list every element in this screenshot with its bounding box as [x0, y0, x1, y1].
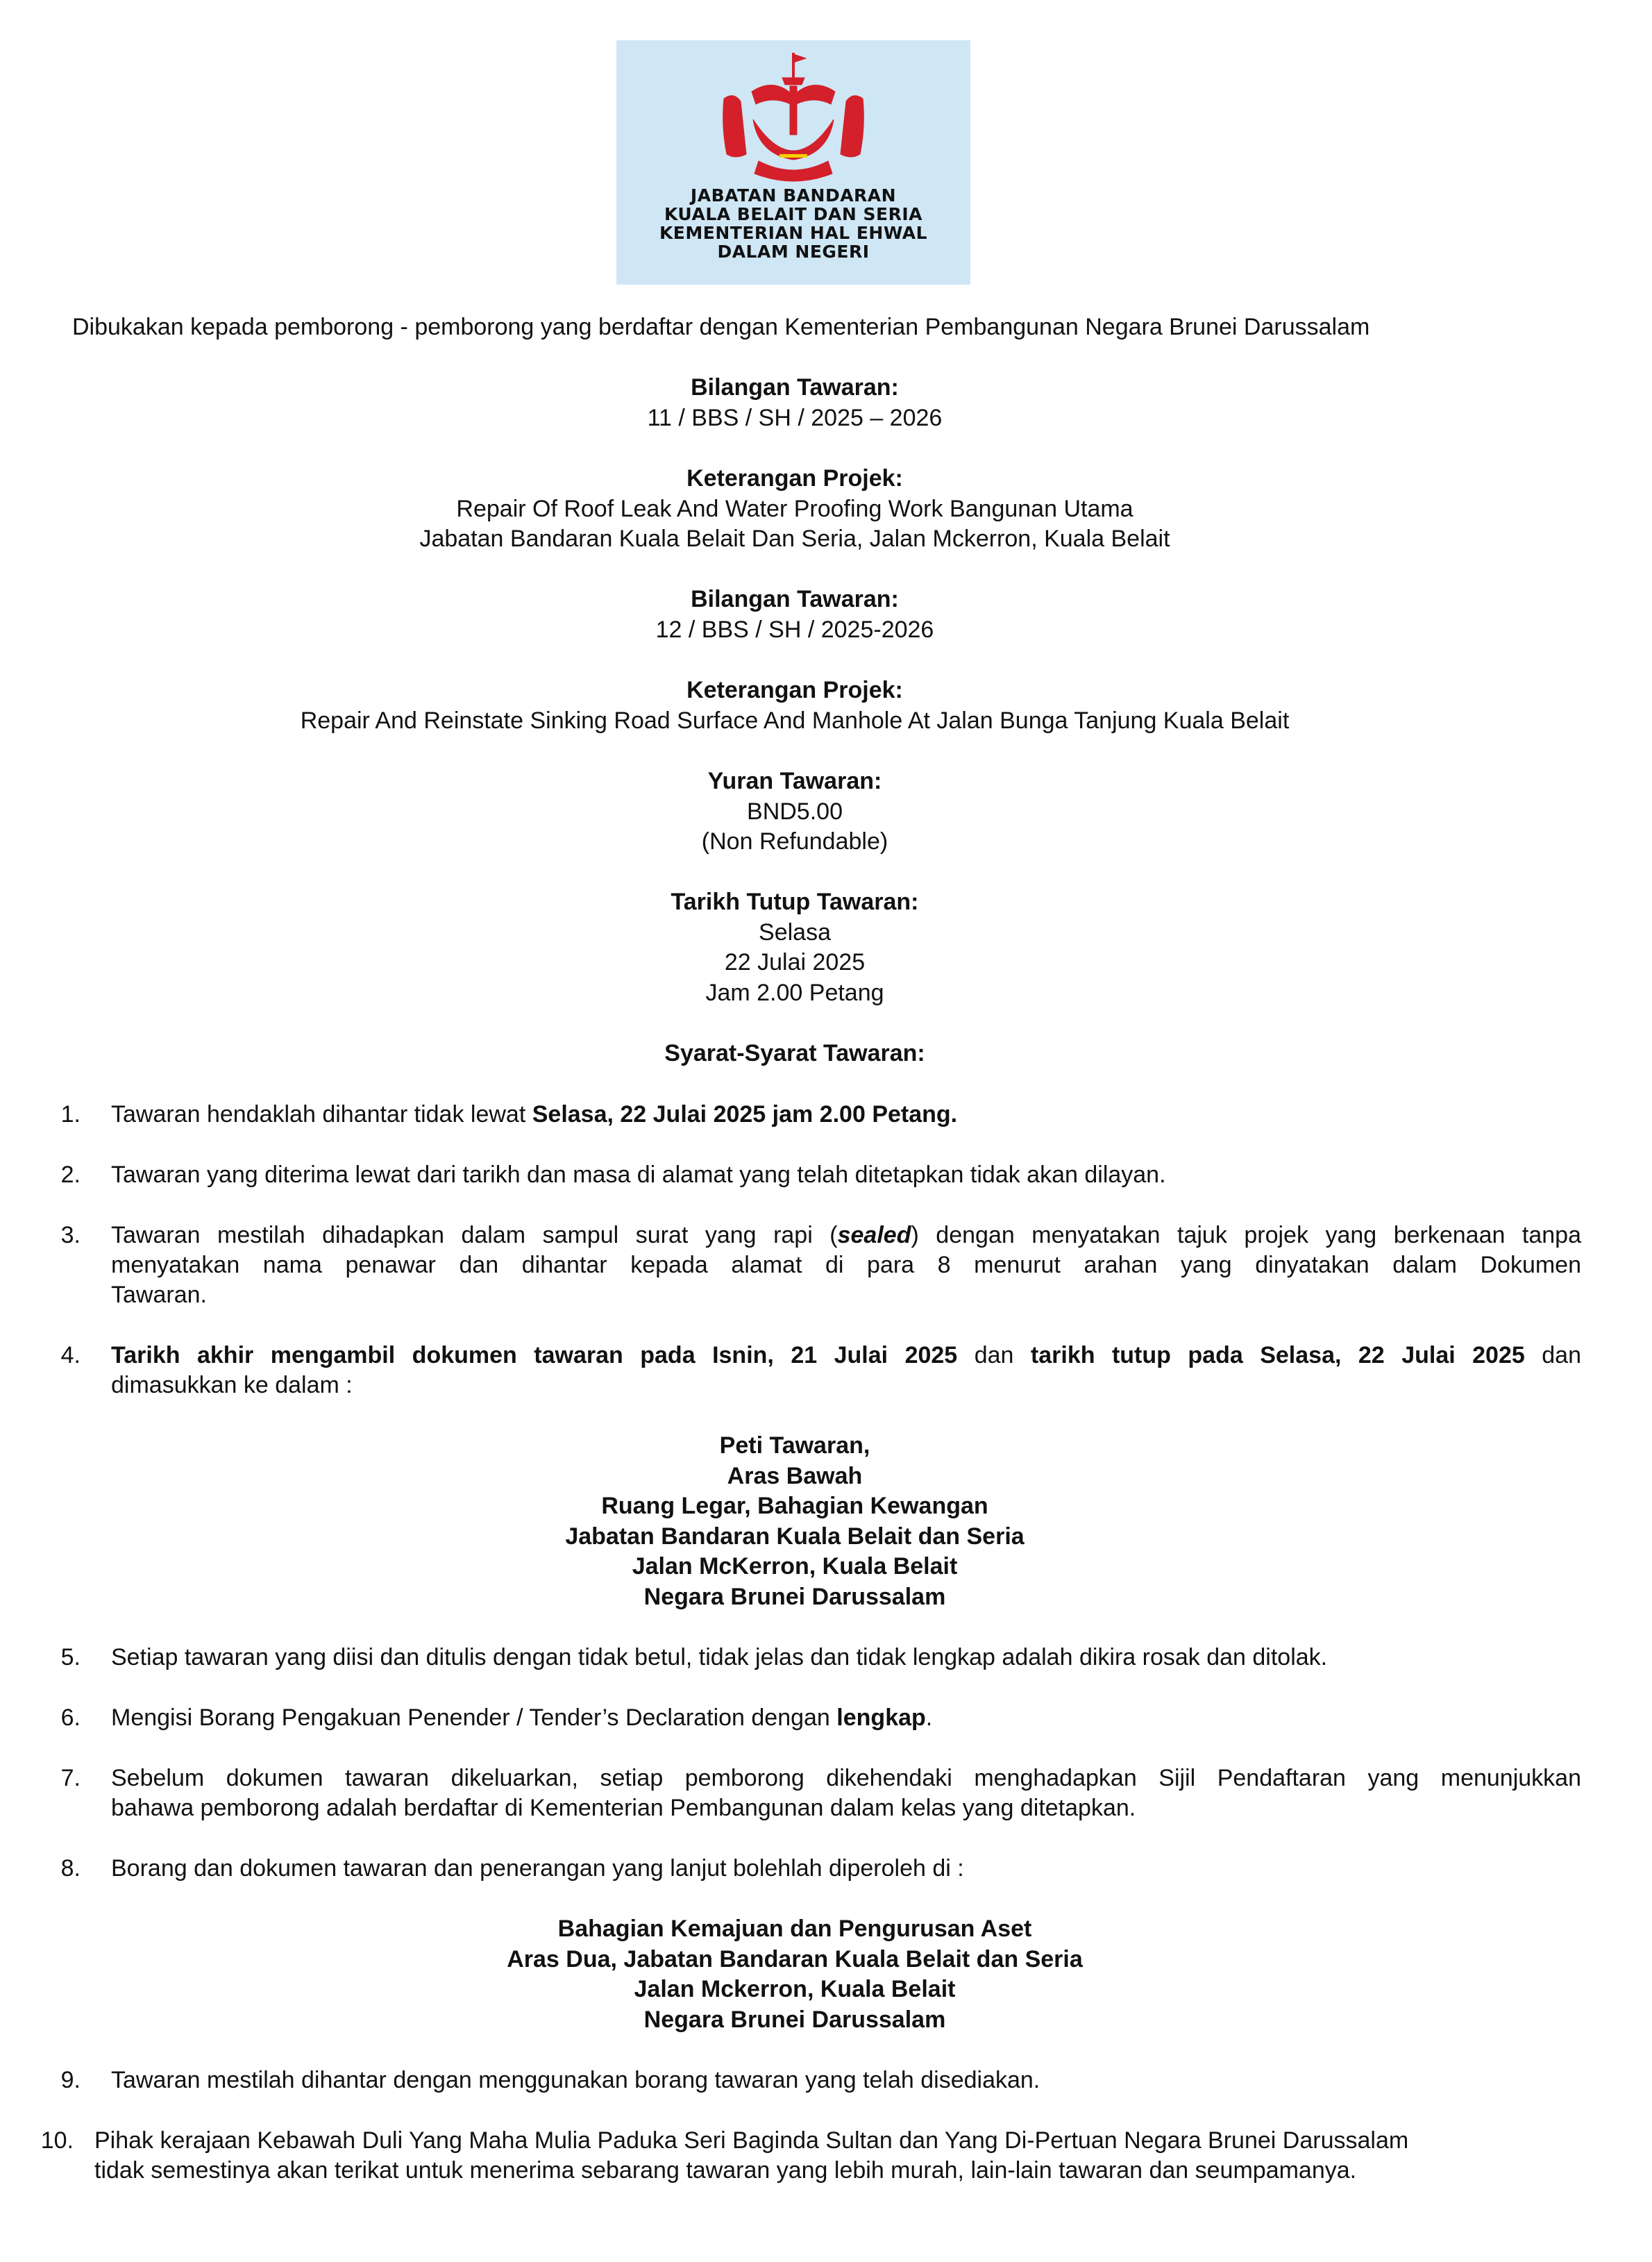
condition-text-bold: lengkap: [836, 1704, 926, 1731]
brunei-crest-icon: [710, 50, 877, 189]
condition-3-line1: [111, 1222, 1581, 1249]
condition-text-bold: tarikh tutup pada Selasa, 22 Julai 2025: [1030, 1342, 1525, 1368]
tender2-desc-label: Keterangan Projek:: [686, 677, 903, 703]
condition-10-line2: tidak semestinya akan terikat untuk menerima sebarang tawaran yang lebih murah, lain-lain tawaran dan seumpamanya.: [94, 2157, 1357, 2184]
closing-day: Selasa: [759, 919, 831, 946]
condition-text: Tawaran hendaklah dihantar tidak lewat: [111, 1101, 532, 1128]
condition-8: Borang dan dokumen tawaran dan penerangan yang lanjut bolehlah diperoleh di :: [111, 1855, 964, 1882]
tender1-desc-line: Jabatan Bandaran Kuala Belait Dan Seria, Jalan Mckerron, Kuala Belait: [419, 526, 1170, 552]
department-logo: [616, 40, 970, 285]
address2-line: Bahagian Kemajuan dan Pengurusan Aset: [557, 1916, 1032, 1942]
address1-line: Ruang Legar, Bahagian Kewangan: [601, 1493, 988, 1519]
condition-text: Mengisi Borang Pengakuan Penender / Tender’s Declaration dengan: [111, 1704, 837, 1731]
address1-line: Aras Bawah: [727, 1463, 863, 1489]
logo-line: DALAM NEGERI: [717, 242, 870, 262]
fee-amount: BND5.00: [747, 798, 843, 825]
condition-text-bold: Selasa, 22 Julai 2025 jam 2.00 Petang.: [532, 1101, 958, 1128]
condition-text: Tawaran mestilah dihadapkan dalam sampul surat yang rapi (: [111, 1222, 838, 1248]
condition-10-line1: Pihak kerajaan Kebawah Duli Yang Maha Mulia Paduka Seri Baginda Sultan dan Yang Di-Pertuan Negara Brunei Darussalam: [94, 2127, 1409, 2154]
tender1-desc-line: Repair Of Roof Leak And Water Proofing Work Bangunan Utama: [456, 496, 1133, 522]
address1-line: Jalan McKerron, Kuala Belait: [632, 1553, 958, 1580]
condition-number: 6.: [60, 1704, 81, 1731]
condition-1: [111, 1101, 957, 1128]
address2-line: Jalan Mckerron, Kuala Belait: [634, 1976, 956, 2002]
condition-number: 2.: [60, 1162, 81, 1188]
condition-number: 5.: [60, 1644, 81, 1670]
condition-text: dan: [1524, 1342, 1581, 1368]
tender2-number: 12 / BBS / SH / 2025-2026: [655, 617, 934, 643]
logo-caption: [616, 186, 970, 261]
conditions-title: Syarat-Syarat Tawaran:: [664, 1040, 925, 1066]
tender1-number-label: Bilangan Tawaran:: [691, 374, 899, 401]
condition-number: 1.: [60, 1101, 81, 1128]
condition-text: ) dengan menyatakan tajuk projek yang berkenaan tanpa: [911, 1222, 1581, 1248]
condition-text-bold: Tarikh akhir mengambil dokumen tawaran pada Isnin, 21 Julai 2025: [111, 1342, 958, 1368]
logo-line: KUALA BELAIT DAN SERIA: [664, 204, 922, 224]
condition-7-line1: Sebelum dokumen tawaran dikeluarkan, setiap pemborong dikehendaki menghadapkan Sijil Pendaftaran yang menunjukkan: [111, 1765, 1581, 1791]
condition-6: [111, 1704, 932, 1732]
condition-number: 3.: [60, 1222, 81, 1248]
address2-line: Negara Brunei Darussalam: [643, 2007, 946, 2033]
tender2-desc-line: Repair And Reinstate Sinking Road Surface And Manhole At Jalan Bunga Tanjung Kuala Belait: [300, 707, 1290, 734]
closing-label: Tarikh Tutup Tawaran:: [671, 889, 919, 915]
condition-number: 7.: [60, 1765, 81, 1791]
closing-time: Jam 2.00 Petang: [705, 980, 884, 1006]
condition-3-line2: menyatakan nama penawar dan dihantar kepada alamat di para 8 menurut arahan yang dinyatakan dalam Dokumen: [111, 1252, 1581, 1278]
tender2-number-label: Bilangan Tawaran:: [691, 586, 899, 612]
condition-number: 9.: [60, 2067, 81, 2093]
logo-line: JABATAN BANDARAN: [690, 185, 897, 206]
condition-4-line1: [111, 1342, 1581, 1369]
condition-9: Tawaran mestilah dihantar dengan menggunakan borang tawaran yang telah disediakan.: [111, 2067, 1040, 2093]
condition-number: 10.: [40, 2127, 74, 2154]
condition-4-line2: dimasukkan ke dalam :: [111, 1372, 353, 1398]
address1-line: Peti Tawaran,: [719, 1432, 870, 1459]
closing-date: 22 Julai 2025: [724, 949, 866, 975]
condition-number: 8.: [60, 1855, 81, 1882]
condition-text-emphasis: sealed: [837, 1222, 911, 1248]
logo-line: KEMENTERIAN HAL EHWAL: [659, 223, 928, 243]
condition-7-line2: bahawa pemborong adalah berdaftar di Kementerian Pembangunan dalam kelas yang ditetapkan.: [111, 1795, 1136, 1821]
condition-2: Tawaran yang diterima lewat dari tarikh dan masa di alamat yang telah ditetapkan tidak akan dilayan.: [111, 1162, 1166, 1188]
condition-text: dan: [957, 1342, 1031, 1368]
tender1-desc-label: Keterangan Projek:: [686, 465, 903, 492]
address1-line: Jabatan Bandaran Kuala Belait dan Seria: [565, 1523, 1025, 1550]
intro-text: Dibukakan kepada pemborong - pemborong yang berdaftar dengan Kementerian Pembangunan Negara Brunei Darussalam: [72, 314, 1370, 340]
condition-text: .: [925, 1704, 933, 1731]
address1-line: Negara Brunei Darussalam: [643, 1584, 946, 1610]
address2-line: Aras Dua, Jabatan Bandaran Kuala Belait dan Seria: [507, 1946, 1083, 1972]
tender1-number: 11 / BBS / SH / 2025 – 2026: [647, 405, 943, 431]
fee-note: (Non Refundable): [701, 828, 888, 855]
condition-5: Setiap tawaran yang diisi dan ditulis dengan tidak betul, tidak jelas dan tidak lengkap adalah dikira rosak dan ditolak.: [111, 1644, 1328, 1670]
condition-3-line3: Tawaran.: [111, 1282, 207, 1308]
fee-label: Yuran Tawaran:: [707, 768, 882, 794]
condition-number: 4.: [60, 1342, 81, 1368]
